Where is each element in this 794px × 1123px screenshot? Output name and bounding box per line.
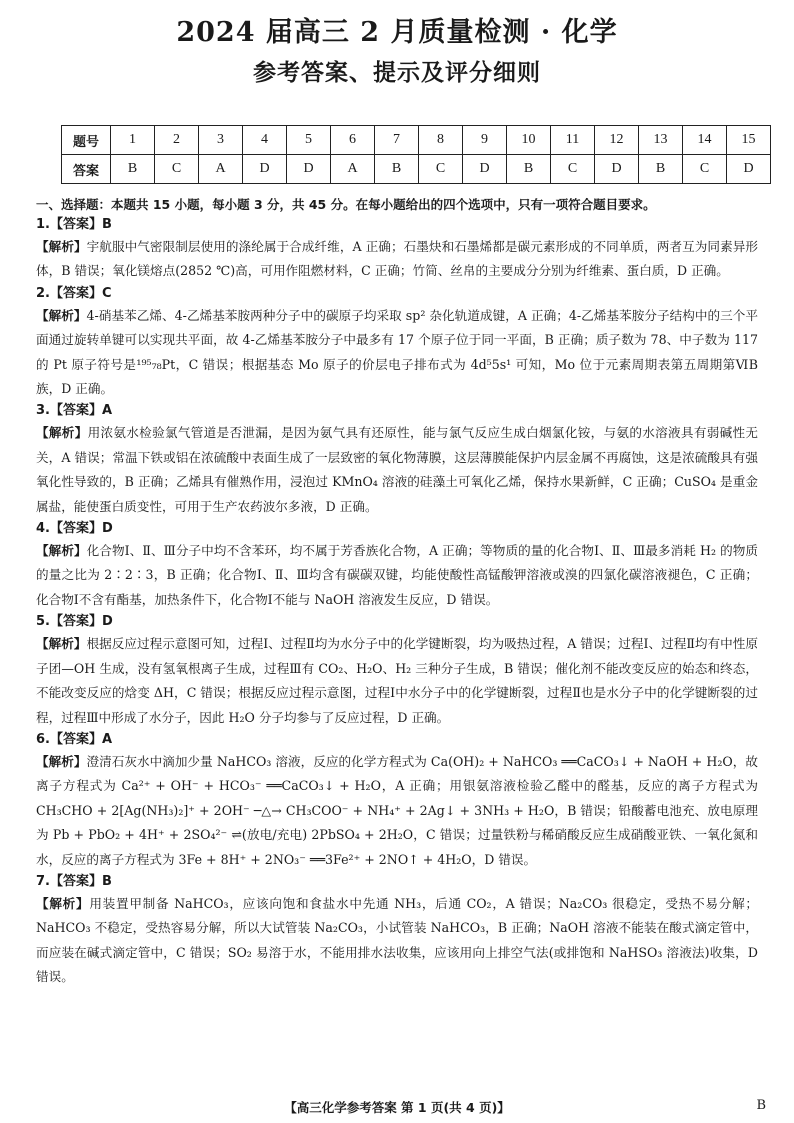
question-block (36, 519, 758, 612)
explanation-label: 【解析】 (36, 543, 87, 559)
question-number-cell: 5 (287, 126, 331, 155)
answer-line: 4.【答案】D (36, 521, 113, 537)
answer-line: 7.【答案】B (36, 873, 112, 889)
question-number-cell: 15 (727, 126, 771, 155)
section-heading: 一、选择题：本题共 15 小题，每小题 3 分，共 45 分。在每小题给出的四个选项中，只有一项符合题目要求。 (36, 197, 656, 212)
question-block (36, 284, 758, 402)
answer-cell: C (155, 155, 199, 184)
explanation-body: 用装置甲制备 NaHCO₃，应该向饱和食盐水中先通 NH₃，后通 CO₂，A 错误；Na₂CO₃ 很稳定，受热不易分解；NaHCO₃ 不稳定，受热容易分解，所以大试管装 Na₂CO₃，小试管装 NaHCO₃，B 正确；NaOH 溶液不能装在酸式滴定管中，而应装在碱式滴定管中，C 错误；SO₂ 易溶于水，不能用排水法收集，应该用向上排空气法(或排饱和 NaHSO₃ 溶液法)收集，D 错误。 (36, 895, 759, 985)
answer-line: 2.【答案】C (36, 285, 112, 301)
answer-cell: D (287, 155, 331, 184)
explanation-text (36, 750, 758, 872)
explanation-label: 【解析】 (36, 239, 87, 254)
question-number-cell: 6 (331, 126, 375, 155)
page-title: 2024 届高三 2 月质量检测 · 化学 (176, 17, 618, 48)
explanations (36, 215, 758, 990)
explanation-text (36, 235, 758, 284)
answer-line: 3.【答案】A (36, 403, 113, 419)
explanation-body: 用浓氨水检验氯气管道是否泄漏，是因为氨气具有还原性，能与氯气反应生成白烟氯化铵，与氨的水溶液具有弱碱性无关，A 错误；常温下铁或铝在浓硫酸中表面生成了一层致密的氧化物薄膜，这层薄膜能保护内层金属不再腐蚀，这是浓硫酸具有强氧化性导致的，B 正确；乙烯具有催熟作用，浸泡过 KMnO₄ 溶液的硅藻土可氧化乙烯，保持水果新鲜，C 正确；CuSO₄ 是重金属盐，能使蛋白质变性，可用于生产农药波尔多液，D 正确。 (36, 425, 759, 514)
answer-cell: D (727, 155, 771, 184)
explanation-label: 【解析】 (36, 895, 90, 911)
answer-cell: B (639, 155, 683, 184)
explanation-label: 【解析】 (36, 425, 88, 441)
answer-cell: B (111, 155, 155, 184)
explanation-label: 【解析】 (36, 307, 87, 323)
question-number-cell: 8 (419, 126, 463, 155)
explanation-label: 【解析】 (36, 636, 87, 652)
page-footer: 【高三化学参考答案 第 1 页(共 4 页)】 (284, 1100, 510, 1115)
explanation-text (36, 632, 758, 730)
question-number-cell: 1 (111, 126, 155, 155)
question-block (36, 872, 758, 990)
question-number-row (62, 126, 771, 155)
explanation-text (36, 304, 758, 402)
answer-line: 6.【答案】A (36, 731, 113, 747)
row-label-answer: 答案 (62, 155, 111, 184)
answer-cell: C (551, 155, 595, 184)
question-number-cell: 11 (551, 126, 595, 155)
page-subtitle: 参考答案、提示及评分细则 (253, 59, 541, 86)
question-number-cell: 2 (155, 126, 199, 155)
answer-cell: A (199, 155, 243, 184)
explanation-body: 宇航服中气密限制层使用的涤纶属于合成纤维，A 正确；石墨炔和石墨烯都是碳元素形成的不同单质，两者互为同素异形体，B 错误；氧化镁熔点(2852 ℃)高，可用作阻燃材料，C 正确；竹简、丝帛的主要成分分别为纤维素、蛋白质，D 正确。 (36, 239, 758, 279)
answer-line: 5.【答案】D (36, 614, 113, 630)
answer-cell: D (463, 155, 507, 184)
explanation-body: 化合物Ⅰ、Ⅱ、Ⅲ分子中均不含苯环，均不属于芳香族化合物，A 正确；等物质的量的化合物Ⅰ、Ⅱ、Ⅲ最多消耗 H₂ 的物质的量之比为 2∶2∶3，B 正确；化合物Ⅰ、Ⅱ、Ⅲ均含有碳碳双键，均能使酸性高锰酸钾溶液或溴的四氯化碳溶液褪色，C 正确；化合物Ⅰ不含有酯基，加热条件下，化合物Ⅰ不能与 NaOH 溶液发生反应，D 错误。 (36, 543, 758, 607)
explanation-body: 根据反应过程示意图可知，过程Ⅰ、过程Ⅱ均为水分子中的化学键断裂，均为吸热过程，A 错误；过程Ⅰ、过程Ⅱ均有中性原子团—OH 生成，没有氢氧根离子生成，过程Ⅲ有 CO₂、H₂O、H₂ 三种分子生成，B 错误；催化剂不能改变反应的始态和终态，不能改变反应的焓变 ΔH，C 错误；根据反应过程示意图，过程Ⅰ中水分子中的化学键断裂，过程Ⅱ也是水分子中的化学键断裂的过程，过程Ⅲ中形成了水分子，因此 H₂O 分子均参与了反应过程，D 正确。 (36, 636, 758, 725)
question-number-cell: 13 (639, 126, 683, 155)
answer-row (62, 155, 771, 184)
question-block (36, 401, 758, 519)
answer-cell: B (507, 155, 551, 184)
question-number-cell: 12 (595, 126, 639, 155)
row-label-number: 题号 (62, 126, 111, 155)
explanation-body: 4-硝基苯乙烯、4-乙烯基苯胺两种分子中的碳原子均采取 sp² 杂化轨道成键，A 正确；4-乙烯基苯胺分子结构中的三个平面通过旋转单键可以实现共平面，故 4-乙烯基苯胺分子中最多有 17 个原子位于同一平面，B 正确；质子数为 78、中子数为 117 的 Pt 原子符号是¹⁹⁵₇₈Pt，C 错误；根据基态 Mo 原子的价层电子排布式为 4d⁵5s¹ 可知，Mo 位于元素周期表第五周期第ⅥB 族，D 正确。 (36, 307, 759, 397)
question-number-cell: 3 (199, 126, 243, 155)
answer-table (61, 125, 771, 184)
version-mark: B (756, 1098, 766, 1113)
question-number-cell: 14 (683, 126, 727, 155)
explanation-body: 澄清石灰水中滴加少量 NaHCO₃ 溶液，反应的化学方程式为 Ca(OH)₂ + NaHCO₃ ══CaCO₃↓ + NaOH + H₂O，故离子方程式为 Ca²⁺ + OH⁻ + HCO₃⁻ ══CaCO₃↓ + H₂O，A 正确；用银氨溶液检验乙醛中的醛基，反应的离子方程式为 CH₃CHO + 2[Ag(NH₃)₂]⁺ + 2OH⁻ ─△→ CH₃COO⁻ + NH₄⁺ + 2Ag↓ + 3NH₃ + H₂O，B 错误；铅酸蓄电池充、放电原理为 Pb + PbO₂ + 4H⁺ + 2SO₄²⁻ ⇌(放电/充电) 2PbSO₄ + 2H₂O，C 错误；过量铁粉与稀硝酸反应生成硝酸亚铁、一氧化氮和水，反应的离子方程式为 3Fe + 8H⁺ + 2NO₃⁻ ══3Fe²⁺ + 2NO↑ + 4H₂O，D 错误。 (36, 753, 758, 867)
answer-cell: B (375, 155, 419, 184)
answer-line: 1.【答案】B (36, 217, 112, 232)
answer-cell: D (243, 155, 287, 184)
question-number-cell: 7 (375, 126, 419, 155)
question-block (36, 215, 758, 284)
explanation-label: 【解析】 (36, 753, 87, 769)
question-number-cell: 4 (243, 126, 287, 155)
question-block (36, 612, 758, 730)
question-number-cell: 9 (463, 126, 507, 155)
question-number-cell: 10 (507, 126, 551, 155)
explanation-text (36, 892, 758, 990)
answer-cell: A (331, 155, 375, 184)
answer-cell: D (595, 155, 639, 184)
question-block (36, 730, 758, 872)
explanation-text (36, 539, 758, 612)
answer-cell: C (419, 155, 463, 184)
answer-cell: C (683, 155, 727, 184)
explanation-text (36, 421, 758, 519)
